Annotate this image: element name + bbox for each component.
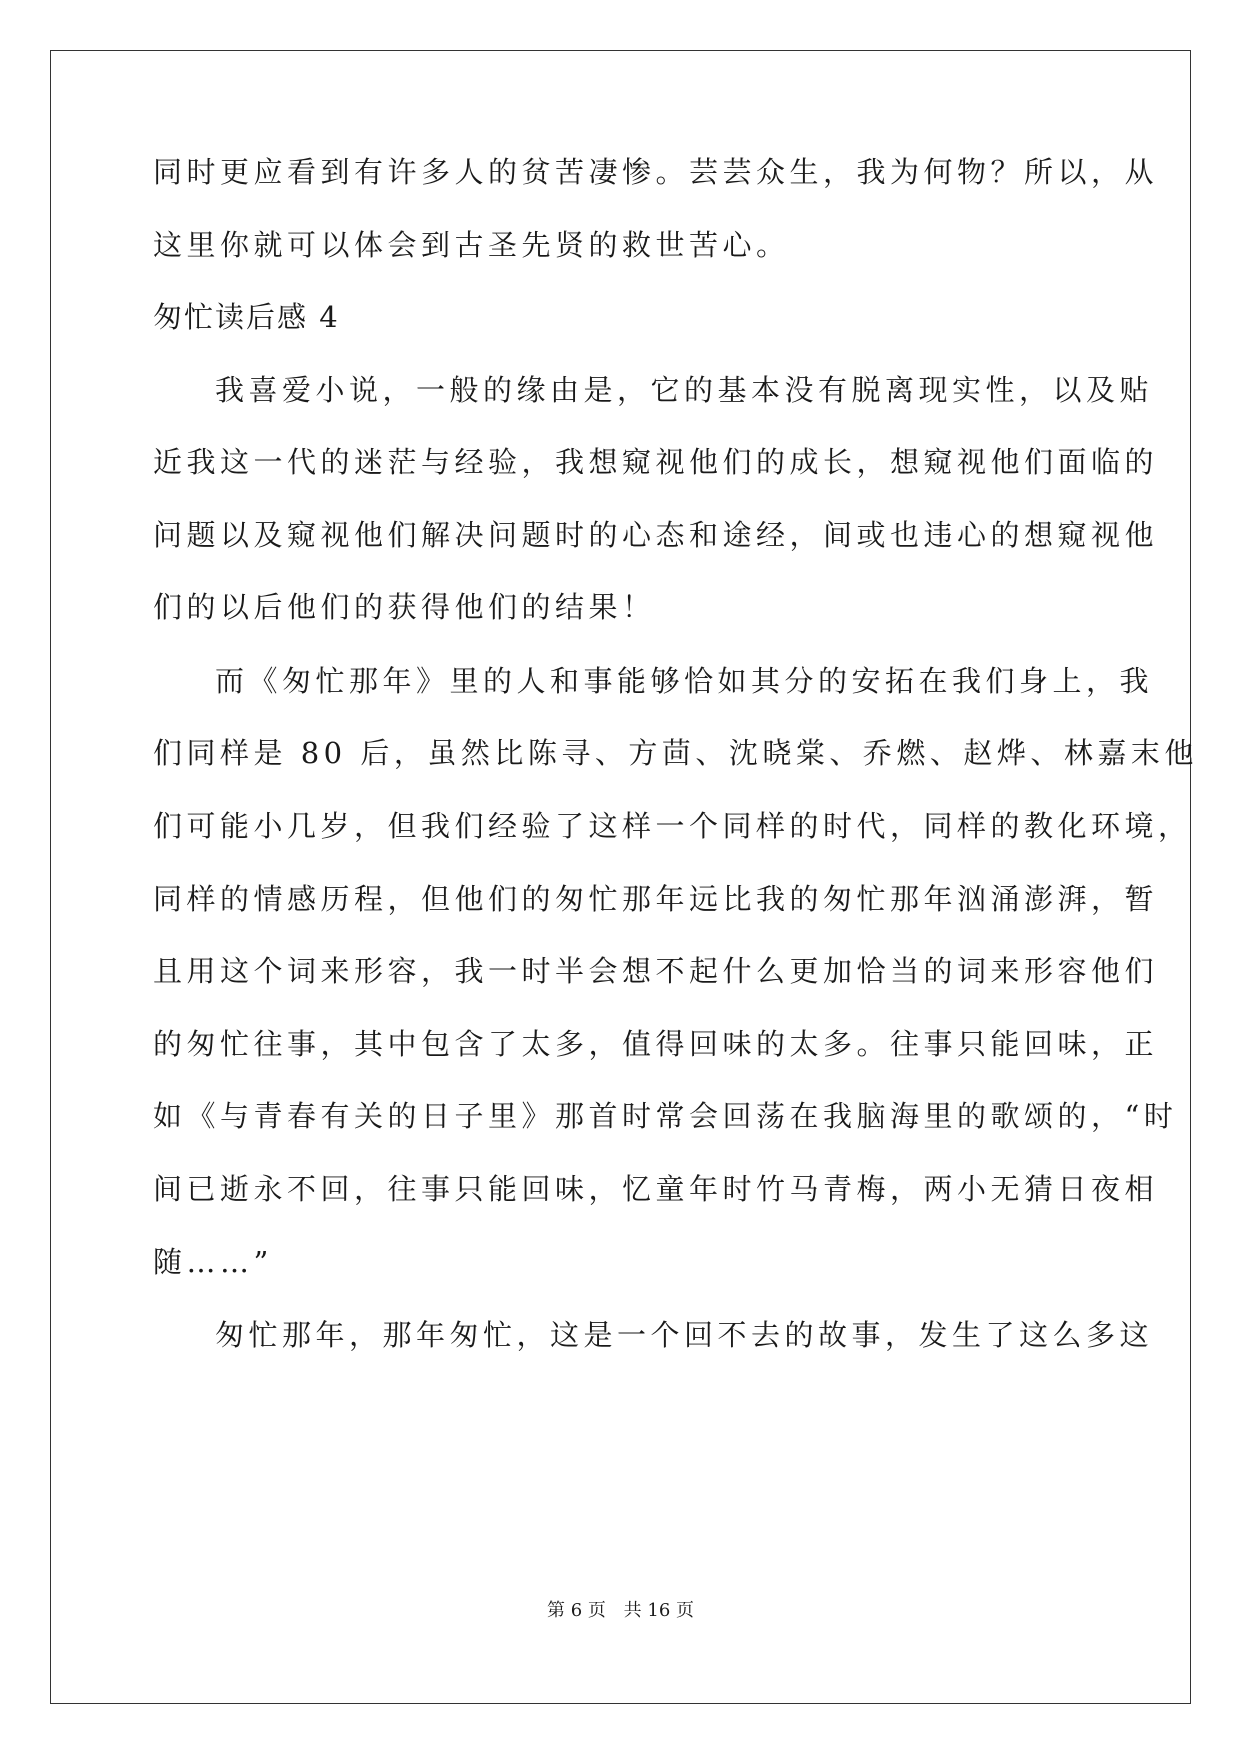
section-heading: 匆忙读后感 4 <box>153 300 340 334</box>
text-line: 同时更应看到有许多人的贫苦凄惨。芸芸众生，我为何物？所以，从 <box>153 155 1159 189</box>
total-pages: 共 16 页 <box>623 1600 694 1621</box>
page-footer <box>0 1599 1241 1623</box>
text-line: 间已逝永不回，往事只能回味，忆童年时竹马青梅，两小无猜日夜相 <box>153 1172 1159 1206</box>
text-line: 们的以后他们的获得他们的结果！ <box>153 590 656 624</box>
text-line: 的匆忙往事，其中包含了太多，值得回味的太多。往事只能回味，正 <box>153 1027 1159 1061</box>
text-line: 问题以及窥视他们解决问题时的心态和途经，间或也违心的想窥视他 <box>153 518 1159 552</box>
text-line: 匆忙那年，那年匆忙，这是一个回不去的故事，发生了这么多这 <box>215 1318 1154 1352</box>
text-line: 同样的情感历程，但他们的匆忙那年远比我的匆忙那年汹涌澎湃，暂 <box>153 882 1159 916</box>
text-line: 而《匆忙那年》里的人和事能够恰如其分的安拓在我们身上，我 <box>215 664 1154 698</box>
text-line: 们同样是 80 后，虽然比陈寻、方茴、沈晓棠、乔燃、赵烨、林嘉末他 <box>153 736 1198 770</box>
text-line: 这里你就可以体会到古圣先贤的救世苦心。 <box>153 228 790 262</box>
text-line: 们可能小几岁，但我们经验了这样一个同样的时代，同样的教化环境， <box>153 809 1192 843</box>
text-line: 且用这个词来形容，我一时半会想不起什么更加恰当的词来形容他们 <box>153 954 1159 988</box>
current-page-number: 第 6 页 <box>547 1600 606 1621</box>
text-line: 近我这一代的迷茫与经验，我想窥视他们的成长，想窥视他们面临的 <box>153 445 1159 479</box>
text-line: 我喜爱小说，一般的缘由是，它的基本没有脱离现实性，以及贴 <box>215 373 1154 407</box>
text-line: 如《与青春有关的日子里》那首时常会回荡在我脑海里的歌颂的，“时 <box>153 1099 1178 1133</box>
text-line: 随……” <box>153 1245 273 1279</box>
